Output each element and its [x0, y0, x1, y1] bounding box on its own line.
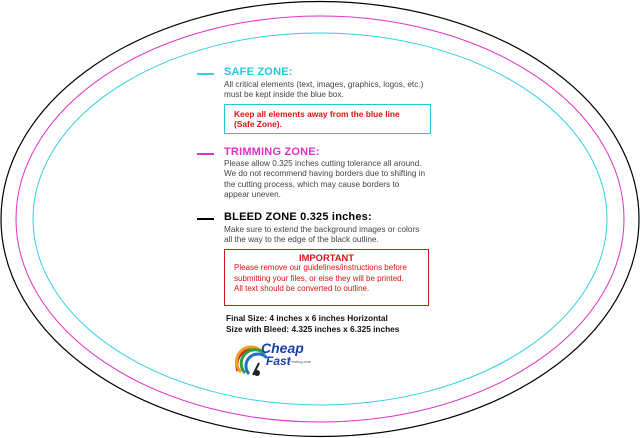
- bleed-zone-heading: BLEED ZONE 0.325 inches:: [224, 211, 372, 223]
- size-info: [226, 313, 456, 335]
- logo-small-text: Printing.com: [289, 359, 312, 364]
- trimming-zone-text: [224, 159, 484, 201]
- cheap-fast-logo: [233, 339, 323, 379]
- trimming-zone-line: appear uneven.: [224, 190, 281, 200]
- important-line: All text should be converted to outline.: [234, 284, 370, 294]
- safe-zone-line: All critical elements (text, images, graphics, logos, etc.): [224, 80, 424, 89]
- safe-zone-line: must be kept inside the blue box.: [224, 90, 344, 100]
- safe-zone-note-box: [224, 104, 431, 134]
- important-line: submitting your files, or else they will be printed.: [234, 273, 404, 283]
- important-line: Please remove our guidelines/instructions before: [234, 263, 407, 272]
- safe-zone-note-line: (Safe Zone).: [234, 119, 282, 130]
- bleed-zone-marker: [197, 218, 214, 220]
- important-text: [234, 263, 428, 295]
- trimming-zone-marker: [197, 153, 214, 155]
- bleed-zone-text: [224, 225, 484, 246]
- trimming-zone-line: the cutting process, which may cause borders to: [224, 179, 400, 189]
- trimming-zone-heading: TRIMMING ZONE:: [224, 146, 320, 158]
- size-with-bleed: Size with Bleed: 4.325 inches x 6.325 inches: [226, 324, 400, 334]
- safe-zone-note-line: Keep all elements away from the blue line: [234, 109, 400, 119]
- safe-zone-marker: [197, 73, 214, 75]
- trimming-zone-line: We do not recommend having borders due to shifting in: [224, 169, 426, 179]
- final-size: Final Size: 4 inches x 6 inches Horizontal: [226, 313, 388, 323]
- safe-zone-text: [224, 80, 474, 101]
- bleed-zone-line: all the way to the edge of the black outline.: [224, 235, 379, 245]
- safe-zone-heading: SAFE ZONE:: [224, 66, 293, 78]
- bleed-zone-line: Make sure to extend the background images or colors: [224, 225, 420, 234]
- trimming-zone-line: Please allow 0.325 inches cutting tolerance all around.: [224, 159, 422, 168]
- logo-word-fast: Fast: [266, 354, 291, 368]
- logo-word-cheap: Cheap: [261, 340, 304, 356]
- important-title: IMPORTANT: [298, 252, 355, 263]
- important-box: [224, 249, 429, 306]
